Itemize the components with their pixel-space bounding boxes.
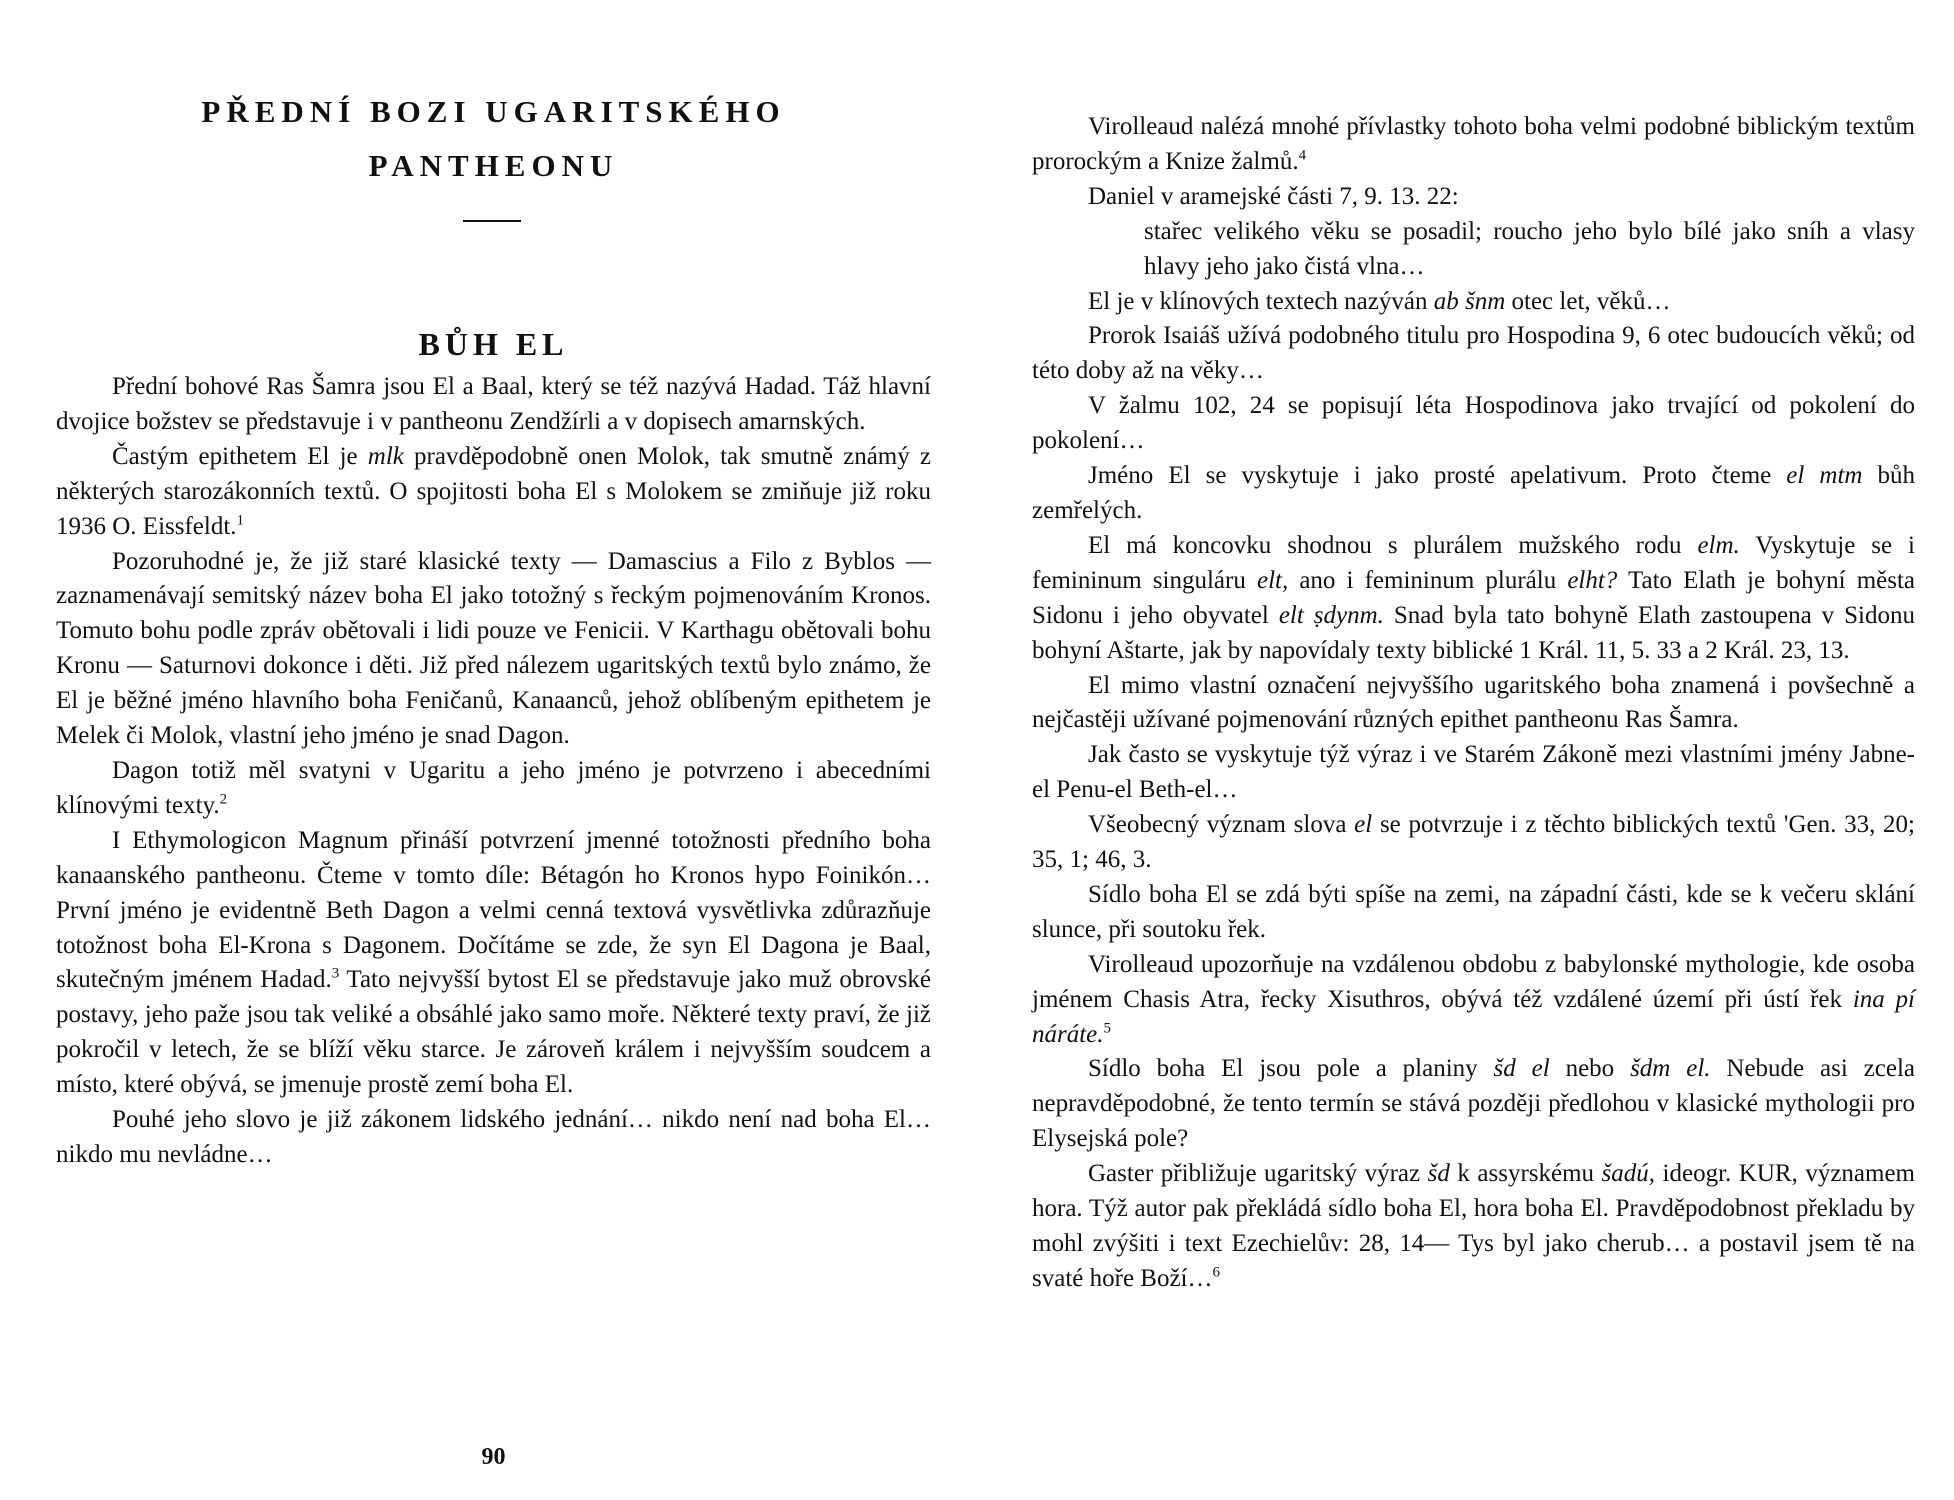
right-body-text	[1032, 110, 1915, 1297]
paragraph	[1032, 319, 1915, 389]
text-run: Přední bohové Ras Šamra jsou El a Baal, který se též nazývá Hadad. Táž hlavní dvojice božstev se představuje i v pantheonu Zendžírli a v dopisech amarnských.	[56, 373, 931, 435]
paragraph	[1032, 669, 1915, 739]
section-title: BŮH EL	[418, 326, 569, 362]
paragraph	[1032, 1157, 1915, 1297]
text-run: Pouhé jeho slovo je již zákonem lidského jednání… nikdo není nad boha El… nikdo mu nevládne…	[56, 1106, 931, 1168]
paragraph	[1032, 878, 1915, 948]
text-run: Všeobecný význam slova	[1088, 811, 1355, 839]
text-run: El mimo vlastní označení nejvyššího ugaritského boha znamená i povšechně a nejčastěji užívané pojmenování různých epithet pantheonu Ras Šamra.	[1032, 671, 1915, 734]
text-run: V žalmu 102, 24 se popisují léta Hospodinova jako trvající od pokolení do pokolení…	[1032, 392, 1915, 455]
chapter-title-line-1: PŘEDNÍ BOZI UGARITSKÉHO	[201, 94, 786, 129]
text-run: pravděpodobně onen Molok, tak smutně známý z některých starozákonních textů. O spojitosti boha El s Molokem se zmiňuje již roku 1936 O. Eissfeldt.	[56, 442, 931, 540]
italic-term: šdm el.	[1630, 1055, 1711, 1083]
paragraph	[56, 370, 931, 440]
italic-term: šd	[1427, 1160, 1450, 1188]
paragraph	[56, 824, 931, 1103]
right-page	[1032, 0, 1915, 1500]
text-run: Virolleaud upozorňuje na vzdálenou obdobu z babylonské mythologie, kde osoba jménem Chasis Atra, řecky Xisuthros, obývá též vzdálené území při ústí řek	[1032, 950, 1915, 1013]
italic-term: elt ṣdynm.	[1278, 601, 1384, 629]
footnote-marker: 4	[1298, 147, 1307, 164]
paragraph	[1032, 808, 1915, 878]
page-number: 90	[481, 1444, 506, 1470]
left-body-text	[56, 370, 931, 1173]
text-run: Tato Elath je bohyní města Sidonu i jeho obyvatel	[1032, 566, 1916, 629]
italic-term: el	[1354, 811, 1373, 839]
text-run: nebo	[1549, 1055, 1631, 1083]
footnote-marker: 5	[1103, 1020, 1112, 1037]
text-run: stařec velikého věku se posadil; roucho jeho bylo bílé jako sníh a vlasy hlavy jeho jako čistá vlna…	[1144, 217, 1915, 280]
footnote-marker: 1	[236, 512, 245, 529]
paragraph	[56, 1103, 931, 1173]
italic-term: šd el	[1493, 1055, 1550, 1083]
paragraph	[1032, 1052, 1915, 1157]
text-run: Gaster přibližuje ugaritský výraz	[1088, 1160, 1428, 1188]
paragraph	[56, 440, 931, 545]
footnote-marker: 3	[331, 966, 340, 983]
text-run: se potvrzuje i z těchto biblických textů 'Gen. 33, 20; 35, 1; 46, 3.	[1032, 811, 1915, 874]
text-run: k assyrskému	[1449, 1160, 1602, 1188]
text-run: Nebude asi zcela nepravděpodobné, že tento termín se stává později předlohou v klasické mythologii pro Elysejská pole?	[1032, 1055, 1915, 1153]
text-run: ano i femininum plurálu	[1288, 566, 1568, 594]
paragraph	[1032, 738, 1915, 808]
text-run: Pozoruhodné je, že již staré klasické texty — Damascius a Filo z Byblos — zaznamenávají semitský název boha El jako totožný s řeckým pojmenováním Kronos. Tomuto bohu podle zpráv obětovali i lidi pouze ve Fenicii. V Karthagu obětovali bohu Kronu — Saturnovi dokonce i děti. Již před nálezem ugaritských textů bylo známo, že El je běžné jméno hlavního boha Feničanů, Kanaanců, jehož oblíbeným epithetem je Melek či Molok, vlastní jeho jméno je snad Dagon.	[56, 547, 931, 750]
text-run: Snad byla tato bohyně Elath zastoupena v Sidonu bohyní Aštarte, jak by napovídaly texty biblické 1 Král. 11, 5. 33 a 2 Král. 23, 13.	[1032, 601, 1916, 664]
paragraph	[1032, 529, 1915, 669]
text-run: El má koncovku shodnou s plurálem mužského rodu	[1088, 531, 1698, 559]
italic-term: ab šnm	[1433, 287, 1506, 315]
italic-term: elt,	[1256, 566, 1289, 594]
italic-term: mlk	[367, 442, 404, 470]
text-run: Vyskytuje se i femininum singuláru	[1032, 531, 1915, 594]
text-run: otec let, věků…	[1505, 287, 1671, 315]
paragraph	[1032, 110, 1915, 180]
italic-term: šadú,	[1601, 1160, 1656, 1188]
footnote-marker: 6	[1212, 1264, 1221, 1281]
text-run: Daniel v aramejské části 7, 9. 13. 22:	[1088, 182, 1459, 210]
paragraph	[1032, 180, 1915, 215]
text-run: Dagon totiž měl svatyni v Ugaritu a jeho jméno je potvrzeno i abecedními klínovými texty.	[56, 756, 931, 819]
text-run: Sídlo boha El jsou pole a planiny	[1088, 1055, 1494, 1083]
title-divider	[463, 220, 521, 222]
paragraph	[56, 545, 931, 754]
paragraph	[1032, 389, 1915, 459]
text-run: Častým epithetem El je	[112, 442, 368, 470]
text-run: Jméno El se vyskytuje i jako prosté apelativum. Proto čteme	[1088, 462, 1787, 490]
italic-term: elm.	[1697, 531, 1740, 559]
text-run: bůh zemřelých.	[1032, 462, 1916, 524]
text-run: ideogr. KUR, významem hora. Týž autor pak překládá sídlo boha El, hora boha El. Pravděpodobnost překladu by mohl zvýšiti i text Ezechielův: 28, 14— Tys byl jako cherub… a postavil jsem tě na svaté hoře Boží…	[1032, 1160, 1916, 1292]
italic-term: elht?	[1567, 566, 1618, 594]
text-run: Jak často se vyskytuje týž výraz i ve Starém Zákoně mezi vlastními jmény Jabne-el Penu-el Beth-el…	[1032, 741, 1915, 804]
footnote-marker: 2	[219, 791, 228, 808]
left-page	[56, 0, 931, 1500]
text-run: Virolleaud nalézá mnohé přívlastky tohoto boha velmi podobné biblickým textům prorockým a Knize žalmů.	[1032, 113, 1915, 175]
text-run: Sídlo boha El se zdá býti spíše na zemi, na západní části, kde se k večeru sklání slunce, při soutoku řek.	[1032, 880, 1915, 943]
block-quote	[1032, 215, 1915, 285]
paragraph	[56, 754, 931, 824]
text-run: Tato nejvyšší bytost El se představuje jako muž obrovské postavy, jeho paže jsou tak veliké a obsáhlé jako samo moře. Některé texty praví, že již pokročil v letech, že se blíží věku starce. Je zároveň králem i nejvyšším soudcem a místo, které obývá, se jmenuje prostě zemí boha El.	[56, 966, 931, 1099]
text-run: Prorok Isaiáš užívá podobného titulu pro Hospodina 9, 6 otec budoucích věků; od této doby až na věky…	[1032, 322, 1915, 385]
text-run: El je v klínových textech nazýván	[1088, 287, 1434, 315]
paragraph	[1032, 285, 1915, 320]
paragraph	[1032, 459, 1915, 529]
paragraph	[1032, 948, 1915, 1053]
italic-term: el mtm	[1786, 462, 1863, 490]
text-run: I Ethymologicon Magnum přináší potvrzení jmenné totožnosti předního boha kanaanského pantheonu. Čteme v tomto díle: Bétagón ho Kronos hypo Foinikón… První jméno je evidentně Beth Dagon a velmi cenná textová vysvětlivka zdůrazňuje totožnost boha El-Krona s Dagonem. Dočítáme se zde, že syn El Dagona je Baal, skutečným jménem Hadad.	[56, 826, 931, 994]
chapter-title-line-2: PANTHEONU	[368, 148, 619, 183]
italic-term: ina pí náráte.	[1032, 985, 1915, 1048]
